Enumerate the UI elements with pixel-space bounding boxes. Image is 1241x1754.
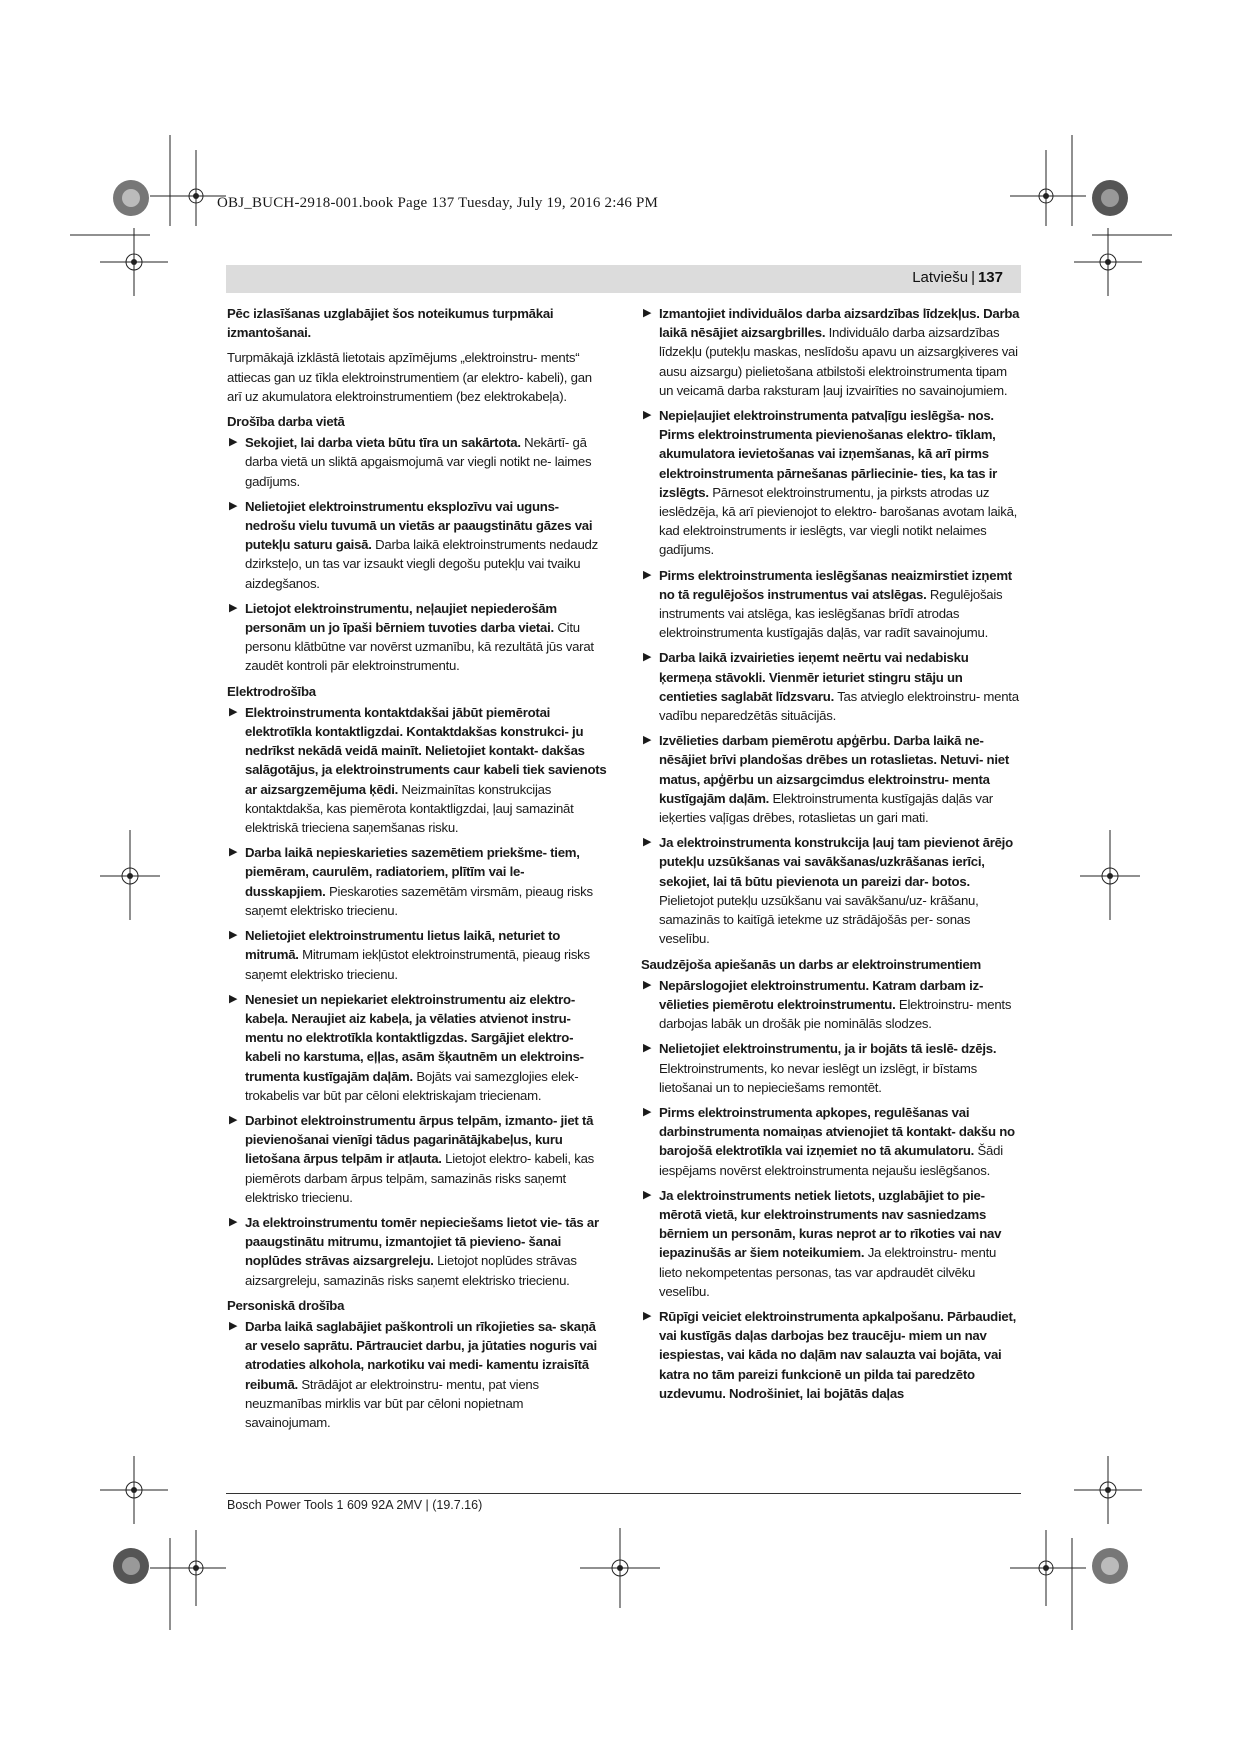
item-bold: Darbinot elektroinstrumentu ārpus telpām, izmanto- jiet tā pievienošanai vienīgi tādus pagarinātājkabeļus, kuru lietošana ārpus telpām ir atļauta. [245, 1112, 594, 1167]
header-language: Latviešu [912, 269, 969, 286]
bullet-triangle-icon: ▶ [643, 1105, 652, 1118]
list-item [227, 599, 607, 676]
item-text: Lietojot elektro- kabeli, kas piemērots darbam ārpus telpām, samazinās risks saņemt elektrisko triecienu. [245, 1151, 595, 1205]
intro-text: Turpmākajā izklāstā lietotais apzīmējums „elektroinstru- ments“ attiecas gan uz tīkla elektroinstrumentiem (ar elektro- kabeli), gan arī uz akumulatora elektroinstrumentiem (bez elektrokabeļa). [227, 350, 592, 404]
list-item [641, 1103, 1021, 1180]
item-bold: Izmantojiet individuālos darba aizsardzības līdzekļus. Darba laikā nēsājiet aizsargbrilles. [659, 306, 1020, 341]
item-bold: Nenesiet un nepiekariet elektroinstrumentu aiz elektro- kabeļa. Neraujiet aiz kabeļa, ja vēlaties atvienot instru- mentu no elektrotīkla kontaktligzdas. Sargājiet elektro- kabeli no karstuma, eļļas, asām šķautnēm un elektroins- trumenta kustīgajām daļām. [245, 991, 584, 1084]
list-item [641, 406, 1021, 560]
item-text: Darba laikā elektroinstruments nedaudz dzirksteļo, un tas var izsaukt viegli degošu putekļu vai tvaiku aizdegšanos. [245, 537, 598, 591]
item-text: Elektroinstruments, ko nevar ieslēgt un izslēgt, ir bīstams lietošanai un to nepieciešams remontēt. [659, 1060, 978, 1095]
list-item [227, 926, 607, 984]
bullet-triangle-icon: ▶ [229, 601, 238, 614]
item-text: Individuālo darba aizsardzības līdzekļu (putekļu maskas, neslīdošu apavu un aizsargķiveres vai ausu aizsargu) pielietošana atbilstoši elektroinstrumenta tipam un veicamā darba raksturam ļauj izvairīties no savainojumiem. [659, 325, 1018, 398]
bullet-triangle-icon: ▶ [229, 1319, 238, 1332]
item-bold: Rūpīgi veiciet elektroinstrumenta apkalpošanu. Pārbaudiet, vai kustīgās daļas darbojas bez traucēju- miem un nav iespiestas, vai kāda no daļām nav salauzta vai bojāta, vai katra no tām pareizi funkcionē un pilda tai paredzēto uzdevumu. Nodrošiniet, lai bojātās daļas [659, 1308, 1017, 1401]
bullet-triangle-icon: ▶ [643, 568, 652, 581]
list-item [641, 1307, 1021, 1403]
bullet-triangle-icon: ▶ [229, 1113, 238, 1126]
list-item [227, 1111, 607, 1207]
list-item [227, 990, 607, 1105]
item-text: Bojāts vai samezglojies elek- trokabelis var būt par cēloni elektriskajam triecienam. [245, 1068, 579, 1103]
item-text: Citu personu klātbūtne var novērst uzmanību, kā rezultātā jūs varat zaudēt kontroli pār elektroinstrumentu. [245, 620, 594, 674]
item-bold: Pirms elektroinstrumenta apkopes, regulēšanas vai darbinstrumenta nomaiņas atvienojiet tā kontakt- dakšu no barojošā elektrotīkla vai izņemiet no tā akumulatoru. [659, 1104, 1015, 1159]
bullet-triangle-icon: ▶ [229, 436, 238, 449]
bullet-triangle-icon: ▶ [643, 1309, 652, 1322]
item-bold: Darba laikā saglabājiet paškontroli un rīkojieties sa- skaņā ar veselo saprātu. Pārtrauciet darbu, ja jūtaties noguris vai atrodaties alkohola, narkotiku vai medi- kamentu izraisītā reibumā. [245, 1318, 597, 1392]
bullet-triangle-icon: ▶ [643, 1188, 652, 1201]
item-bold: Pirms elektroinstrumenta ieslēgšanas neaizmirstiet izņemt no tā regulējošos instrumentus vai atslēgas. [659, 567, 1012, 602]
footer-divider [226, 1493, 1021, 1494]
page-header-text [912, 269, 1003, 286]
list-item [227, 1213, 607, 1290]
page-footer: Bosch Power Tools 1 609 92A 2MV | (19.7.16) [227, 1498, 483, 1512]
right-column [641, 304, 1021, 1409]
item-bold: Nelietojiet elektroinstrumentu eksplozīvu vai uguns- nedrošu vielu tuvumā un vietās ar paaugstinātu gāzes vai putekļu saturu gaisā. [245, 498, 593, 553]
bullet-triangle-icon: ▶ [643, 978, 652, 991]
bullet-triangle-icon: ▶ [229, 992, 238, 1005]
item-text: Mitrumam iekļūstot elektroinstrumentā, pieaug risks saņemt elektrisko triecienu. [245, 947, 590, 982]
item-text: Pārnesot elektroinstrumentu, ja pirksts atrodas uz ieslēdzēja, kā arī pievienojot to elektro- barošanas avotam laikā, kad elektroinstruments ir ieslēgts, var viegli notikt nelaimes gadījums. [659, 484, 1018, 558]
section-heading: Personiskā drošība [227, 1297, 345, 1313]
item-text: Lietojot noplūdes strāvas aizsargreleju, samazinās risks saņemt elektrisko triecienu. [245, 1253, 577, 1288]
item-text: Nekārtī- gā darba vietā un sliktā apgaismojumā var viegli notikt ne- laimes gadījums. [245, 435, 592, 489]
item-bold: Ja elektroinstrumentu tomēr nepieciešams lietot vie- tās ar paaugstinātu mitrumu, izmantojiet tā pievieno- šanai noplūdes strāvas aizsargreleju. [245, 1214, 599, 1269]
list-item [227, 1317, 607, 1432]
list-item [227, 497, 607, 593]
item-bold: Elektroinstrumenta kontaktdakšai jābūt piemērotai elektrotīkla kontaktligzdai. Kontaktdakšas konstrukci- ju nedrīkst nekādā veidā mainīt. Nelietojiet kontakt- dakšas salāgotājus, ja elektroinstruments caur kabeli tiek savienots ar aizsargzemējuma ķēdi. [245, 704, 607, 797]
list-item [641, 304, 1021, 400]
list-item [641, 833, 1021, 948]
item-text: Elektroinstrumenta kustīgajās daļās var ieķerties vaļīgas drēbes, rotaslietas un gari mati. [659, 790, 993, 826]
bullet-triangle-icon: ▶ [229, 846, 238, 859]
bullet-triangle-icon: ▶ [643, 734, 652, 747]
list-item [227, 843, 607, 920]
bullet-triangle-icon: ▶ [229, 499, 238, 512]
item-text: Pieskaroties sazemētām virsmām, pieaug risks saņemt elektrisko triecienu. [245, 883, 593, 918]
item-bold: Nepieļaujiet elektroinstrumenta patvaļīgu ieslēgša- nos. Pirms elektroinstrumenta pievienošanas elektro- tīklam, akumulatora ievietošanas vai izņemšanas, kā arī pirms elektroinstrumenta pārnešanas pārliecinie- ties, ka tas ir izslēgts. [659, 408, 998, 500]
page-header [226, 265, 1021, 293]
list-item [641, 1186, 1021, 1301]
section-heading: Saudzējoša apiešanās un darbs ar elektroinstrumentiem [641, 956, 982, 972]
bullet-triangle-icon: ▶ [643, 1042, 652, 1055]
section-heading: Drošība darba vietā [227, 414, 345, 430]
bullet-triangle-icon: ▶ [229, 1215, 238, 1228]
list-item [641, 648, 1021, 725]
item-text: Regulējošais instruments vai atslēga, kas ieslēgšanas brīdī atrodas elektroinstrumenta kustīgajās daļās, var radīt savainojumu. [659, 586, 1003, 641]
bullet-triangle-icon: ▶ [229, 705, 238, 718]
left-column [227, 304, 607, 1438]
print-slug: OBJ_BUCH-2918-001.book Page 137 Tuesday, July 19, 2016 2:46 PM [217, 195, 659, 211]
list-item [641, 566, 1021, 643]
item-text: Elektroinstru- ments darbojas labāk un drošāk pie nominālās slodzes. [659, 996, 1012, 1032]
section-heading: Elektrodrošība [227, 683, 316, 699]
item-text: Tas atvieglo elektroinstru- menta vadību neparedzētās situācijās. [659, 688, 1019, 724]
header-separator: | [971, 269, 975, 286]
bullet-triangle-icon: ▶ [643, 836, 652, 849]
item-text: Ja elektroinstru- mentu lieto nekompetentas personas, tas var apdraudēt cilvēku veselību. [659, 1245, 997, 1299]
item-text: Šādi iespējams novērst elektroinstrumenta nejaušu ieslēgšanos. [659, 1143, 1003, 1178]
item-bold: Darba laikā izvairieties ieņemt neērtu vai nedabisku ķermeņa stāvokli. Vienmēr ieturiet stingru stāju un centieties saglabāt līdzsvaru. [659, 650, 969, 704]
item-bold: Izvēlieties darbam piemērotu apģērbu. Darba laikā ne- nēsājiet brīvi plandošas drēbes un rotaslietas. Netuvi- niet matus, apģērbu un aizsargcimdus elektroinstru- menta kustīgajām daļām. [659, 733, 1009, 806]
list-item [641, 1039, 1021, 1097]
item-bold: Nelietojiet elektroinstrumentu, ja ir bojāts tā ieslē- dzējs. [659, 1041, 997, 1057]
item-text: Pielietojot putekļu uzsūkšanu vai savākšanu/uz- krāšanu, samazinās to kaitīgā ietekme uz strādājošās per- sonas veselību. [659, 892, 979, 947]
list-item [641, 731, 1021, 827]
bullet-triangle-icon: ▶ [643, 651, 652, 664]
item-bold: Nepārslogojiet elektroinstrumentu. Katram darbam iz- vēlieties piemērotu elektroinstrumentu. [659, 977, 984, 1012]
list-item [641, 976, 1021, 1034]
item-text: Neizmainītas konstrukcijas kontaktdakša, kas piemērota kontaktligzdai, ļauj samazināt elektriskā trieciena saņemšanas risku. [245, 781, 574, 836]
list-item [227, 703, 607, 837]
item-text: Strādājot ar elektroinstru- mentu, pat viens neuzmanības mirklis var būt par cēloni nopietnam savainojumam. [245, 1376, 539, 1430]
item-bold: Ja elektroinstrumenta konstrukcija ļauj tam pievienot ārējo putekļu uzsūkšanas vai savākšanas/uzkrāšanas ierīci, sekojiet, lai tā būtu pievienota un pareizi dar- botos. [659, 835, 1013, 889]
item-bold: Sekojiet, lai darba vieta būtu tīra un sakārtota. [245, 435, 521, 451]
item-bold: Lietojot elektroinstrumentu, neļaujiet nepiederošām personām un jo īpaši bērniem tuvoties darba vietai. [245, 600, 557, 636]
bullet-triangle-icon: ▶ [643, 307, 652, 319]
item-bold: Nelietojiet elektroinstrumentu lietus laikā, neturiet to mitrumā. [245, 928, 561, 963]
list-item [227, 433, 607, 491]
item-bold: Darba laikā nepieskarieties sazemētiem priekšme- tiem, piemēram, caurulēm, radiatoriem, plītīm vai le- dusskapjiem. [245, 845, 580, 899]
item-bold: Ja elektroinstruments netiek lietots, uzglabājiet to pie- mērotā vietā, kur elektroinstruments nav sasniedzams bērniem un personām, kuras neprot ar to rīkoties vai nav iepazinušās ar šiem noteikumiem. [659, 1187, 1002, 1261]
bullet-triangle-icon: ▶ [229, 929, 238, 942]
intro-bold: Pēc izlasīšanas uzglabājiet šos noteikumus turpmākai izmantošanai. [227, 306, 554, 341]
bullet-triangle-icon: ▶ [643, 409, 652, 422]
page-number: 137 [977, 269, 1003, 286]
